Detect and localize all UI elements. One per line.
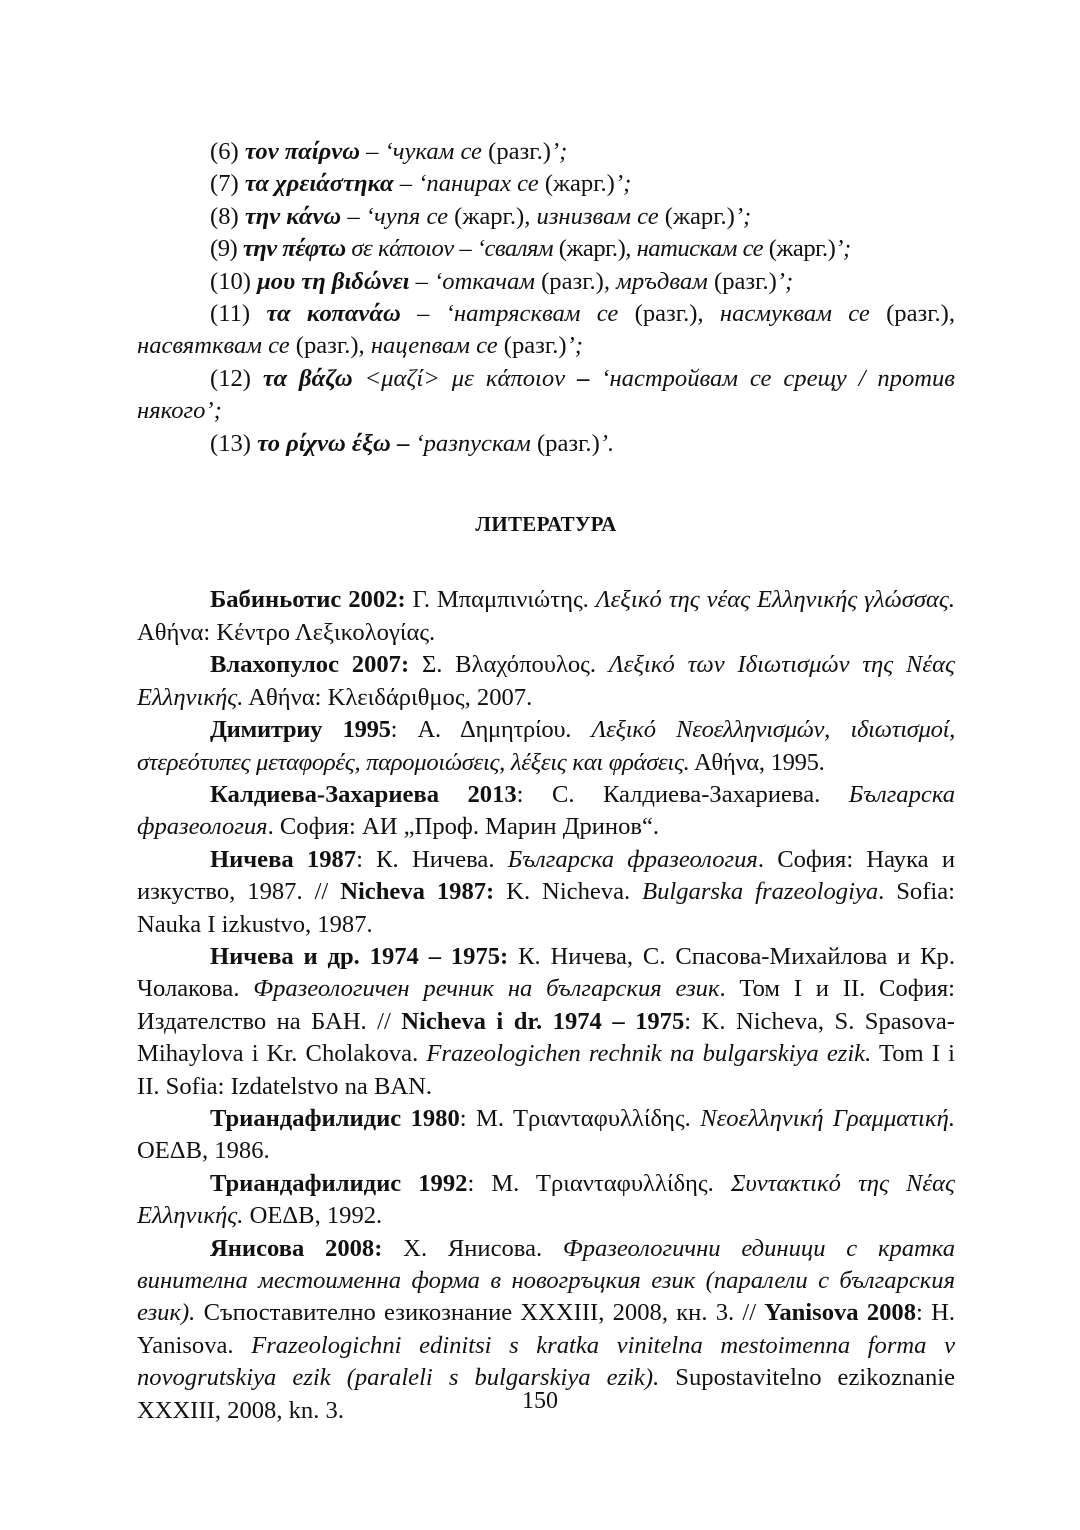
example-6: (6) τον παίρνω – ‘чукам се (разг.)’;	[210, 138, 568, 165]
examples-list	[137, 136, 955, 460]
reference-kaldieva: Калдиева-Захариева 2013: С. Калдиева-Захариева. Българска фразеология. София: АИ „Проф. Марин Дринов“.	[137, 780, 956, 841]
example-7: (7) τα χρειάστηκα – ‘панирах се (жарг.)’;	[210, 170, 632, 198]
example-8: (8) την κάνω – ‘чупя се (жарг.), изнизвам се (жарг.)’;	[210, 202, 752, 230]
reference-vlahopoulos: Влахопулос 2007: Σ. Βλαχόπουλος. Λεξικό των Ιδιωτισμών της Νέας Ελληνικής. Αθήνα: Κλειδάριθμος, 2007.	[137, 651, 955, 711]
example-11: (11) τα κοπανάω – ‘натрясквам се (разг.), насмуквам се (разг.), насвятквам се (разг.), нацепвам се (разг.)’;	[137, 300, 956, 360]
example-13: (13) το ρίχνω έξω – ‘разпускам (разг.)’.	[210, 429, 615, 457]
example-10: (10) μου τη βιδώνει – ‘откачам (разг.), мръдвам (разг.)’;	[210, 267, 794, 295]
literature-heading: ЛИТЕРАТУРА	[475, 512, 617, 537]
reference-babiniotis: Бабиньотис 2002: Γ. Μπαμπινιώτης. Λεξικό της νέας Ελληνικής γλώσσας. Αθήνα: Κέντρο Λεξικολογίας.	[137, 586, 955, 646]
reference-nicheva-1974: Ничева и др. 1974 – 1975: К. Ничева, С. Спасова-Михайлова и Кр. Чолакова. Фразеологичен речник на българския език. Том I и II. София: Издателство на БАН. // Nicheva i dr. 1974 – 1975: K. Nicheva, S. Spasova-Mihaylova i Kr. Cholakova. Frazeologichen rechnik na bulgarskiya ezik. Tom I i II. Sofia: Izdatelstvo na BAN.	[137, 942, 955, 1100]
page-number: 150	[522, 1388, 558, 1414]
example-9: (9) την πέφτω σε κάποιον – ‘свалям (жарг.), натискам се (жарг.)’;	[210, 235, 851, 263]
page-content	[137, 136, 955, 1427]
reference-dimitriou: Димитриу 1995: Α. Δημητρίου. Λεξικό Νεοελληνισμών, ιδιωτισμοί, στερεότυπες μεταφορές, παρομοιώσεις, λέξεις και φράσεις. Αθήνα, 1995.	[137, 716, 955, 776]
references-list	[137, 584, 955, 1427]
reference-triandafilidis-1992: Триандафилидис 1992: Μ. Τριανταφυλλίδης. Συντακτικό της Νέας Ελληνικής. ΟΕΔΒ, 1992.	[137, 1169, 955, 1230]
reference-nicheva-1987: Ничева 1987: К. Ничева. Българска фразеология. София: Наука и изкуство, 1987. // Nicheva 1987: K. Nicheva. Bulgarska frazeologiya. Sofia: Nauka I izkustvo, 1987.	[137, 845, 955, 938]
reference-triandafilidis-1980: Триандафилидис 1980: Μ. Τριανταφυλλίδης. Νεοελληνική Γραμματική. ΟΕΔΒ, 1986.	[137, 1104, 955, 1165]
reference-yanisova: Янисова 2008: Х. Янисова. Фразеологични единици с кратка винителна местоименна форма в новогръцкия език (паралели с българския език). Съпоставително езикознание XXXIII, 2008, кн. 3. // Yanisova 2008: H. Yanisova. Frazeologichni edinitsi s kratka vinitelna mestoimenna forma v novogrutskiya ezik (paraleli s bulgarskiya ezik). Supostavitelno ezikoznanie XXXIII, 2008, kn. 3.	[137, 1234, 956, 1424]
example-12: (12) τα βάζω <μαζί> με κάποιον – ‘настройвам се срещу / против някого’;	[137, 364, 955, 425]
